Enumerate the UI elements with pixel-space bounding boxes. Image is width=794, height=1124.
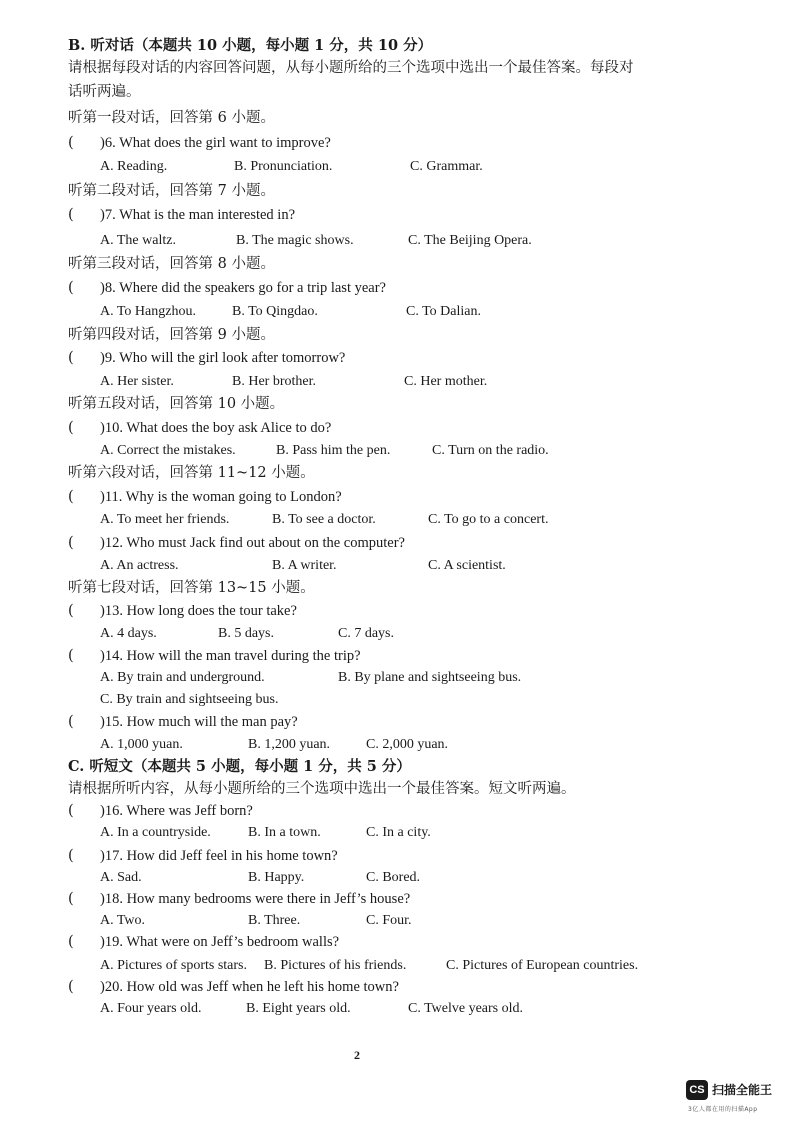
option-c: C. Grammar. [410, 159, 483, 174]
option-b: B. Pass him the pen. [276, 443, 391, 458]
section-c-instruction: 请根据所听内容，从每小题所给的三个选项中选出一个最佳答案。短文听两遍。 [68, 781, 576, 797]
question-text: )15. How much will the man pay? [100, 714, 298, 730]
option-b: B. 5 days. [218, 626, 274, 641]
question-14 [68, 646, 361, 666]
question-19 [68, 932, 339, 952]
answer-blank: ( [68, 603, 74, 619]
answer-blank: ( [68, 934, 74, 950]
question-text: )6. What does the girl want to improve? [100, 135, 331, 151]
option-a: A. Correct the mistakes. [100, 443, 236, 458]
answer-blank: ( [68, 648, 74, 664]
dialog-label-3: 听第三段对话，回答第 8 小题。 [68, 256, 275, 272]
answer-blank: ( [68, 280, 74, 296]
question-text: )14. How will the man travel during the trip? [100, 648, 361, 664]
section-b-instruction-1: 请根据每段对话的内容回答问题，从每小题所给的三个选项中选出一个最佳答案。每段对 [68, 60, 634, 76]
section-b-instruction-2: 话听两遍。 [68, 84, 141, 100]
answer-blank: ( [68, 714, 74, 730]
question-10 [68, 418, 331, 438]
dialog-label-6: 听第六段对话，回答第 11~12 小题。 [68, 465, 315, 481]
question-17 [68, 846, 338, 866]
answer-blank: ( [68, 489, 74, 505]
answer-blank: ( [68, 803, 74, 819]
section-c-heading: C. 听短文（本题共 5 小题，每小题 1 分，共 5 分） [68, 758, 411, 775]
option-b: B. In a town. [248, 825, 321, 840]
option-b: B. Her brother. [232, 374, 316, 389]
option-a: A. Two. [100, 913, 146, 928]
camscanner-icon: CS [686, 1080, 708, 1100]
option-b: B. Pictures of his friends. [264, 958, 407, 973]
option-b: B. 1,200 yuan. [248, 737, 331, 752]
option-a: A. An actress. [100, 558, 179, 573]
option-b: B. Three. [248, 913, 301, 928]
answer-blank: ( [68, 207, 74, 223]
answer-blank: ( [68, 848, 74, 864]
option-a: A. Her sister. [100, 374, 174, 389]
question-20 [68, 977, 399, 997]
option-c: C. 2,000 yuan. [366, 737, 449, 752]
question-9 [68, 348, 345, 368]
dialog-label-1: 听第一段对话，回答第 6 小题。 [68, 110, 275, 126]
dialog-label-2: 听第二段对话，回答第 7 小题。 [68, 183, 275, 199]
option-a: A. Pictures of sports stars. [100, 958, 247, 973]
question-text: )12. Who must Jack find out about on the computer? [100, 535, 405, 551]
question-text: )20. How old was Jeff when he left his home town? [100, 979, 399, 995]
option-a: A. Sad. [100, 870, 142, 885]
question-text: )8. Where did the speakers go for a trip last year? [100, 280, 386, 296]
question-text: )7. What is the man interested in? [100, 207, 296, 223]
option-c: C. 7 days. [338, 626, 394, 641]
option-b: B. A writer. [272, 558, 337, 573]
option-c: C. By train and sightseeing bus. [100, 692, 279, 707]
section-b-heading: B. 听对话（本题共 10 小题，每小题 1 分，共 10 分） [68, 37, 433, 54]
dialog-label-4: 听第四段对话，回答第 9 小题。 [68, 327, 275, 343]
option-c: C. The Beijing Opera. [408, 233, 532, 248]
answer-blank: ( [68, 350, 74, 366]
question-text: )18. How many bedrooms were there in Jeff’s house? [100, 891, 411, 907]
option-c: C. Her mother. [404, 374, 488, 389]
answer-blank: ( [68, 891, 74, 907]
question-text: )9. Who will the girl look after tomorrow? [100, 350, 346, 366]
answer-blank: ( [68, 420, 74, 436]
option-b: B. The magic shows. [236, 233, 354, 248]
question-15 [68, 712, 298, 732]
scanner-tagline: 3亿人都在用的扫描App [688, 1106, 758, 1113]
question-text: )17. How did Jeff feel in his home town? [100, 848, 338, 864]
page-number: 2 [354, 1048, 360, 1062]
option-b: B. To Qingdao. [232, 304, 318, 319]
option-c: C. To go to a concert. [428, 512, 549, 527]
option-a: A. By train and underground. [100, 670, 265, 685]
option-b: B. Eight years old. [246, 1001, 351, 1016]
answer-blank: ( [68, 535, 74, 551]
question-18 [68, 889, 410, 909]
option-c: C. Four. [366, 913, 412, 928]
question-text: )10. What does the boy ask Alice to do? [100, 420, 332, 436]
answer-blank: ( [68, 135, 74, 151]
option-c: C. In a city. [366, 825, 431, 840]
dialog-label-5: 听第五段对话，回答第 10 小题。 [68, 396, 285, 412]
option-b: B. To see a doctor. [272, 512, 376, 527]
option-c: C. Twelve years old. [408, 1001, 524, 1016]
option-c: C. Turn on the radio. [432, 443, 549, 458]
option-a: A. Reading. [100, 159, 168, 174]
option-a: A. To meet her friends. [100, 512, 230, 527]
question-text: )16. Where was Jeff born? [100, 803, 253, 819]
dialog-label-7: 听第七段对话，回答第 13~15 小题。 [68, 580, 315, 596]
option-a: A. The waltz. [100, 233, 176, 248]
option-c: C. To Dalian. [406, 304, 481, 319]
option-b: B. Pronunciation. [234, 159, 333, 174]
question-7 [68, 205, 295, 225]
option-b: B. By plane and sightseeing bus. [338, 670, 522, 685]
answer-blank: ( [68, 979, 74, 995]
question-12 [68, 533, 405, 553]
option-a: A. In a countryside. [100, 825, 211, 840]
question-11 [68, 487, 342, 507]
question-text: )11. Why is the woman going to London? [100, 489, 342, 505]
option-a: A. 4 days. [100, 626, 157, 641]
question-text: )13. How long does the tour take? [100, 603, 297, 619]
question-text: )19. What were on Jeff’s bedroom walls? [100, 934, 340, 950]
option-c: C. Pictures of European countries. [446, 958, 639, 973]
question-16 [68, 801, 253, 821]
option-c: C. A scientist. [428, 558, 506, 573]
question-8 [68, 278, 386, 298]
scanner-watermark [686, 1080, 786, 1116]
scanner-app-name: 扫描全能王 [712, 1083, 773, 1097]
option-a: A. Four years old. [100, 1001, 202, 1016]
question-13 [68, 601, 297, 621]
option-a: A. 1,000 yuan. [100, 737, 183, 752]
question-6 [68, 133, 331, 153]
option-c: C. Bored. [366, 870, 421, 885]
option-a: A. To Hangzhou. [100, 304, 196, 319]
option-b: B. Happy. [248, 870, 305, 885]
